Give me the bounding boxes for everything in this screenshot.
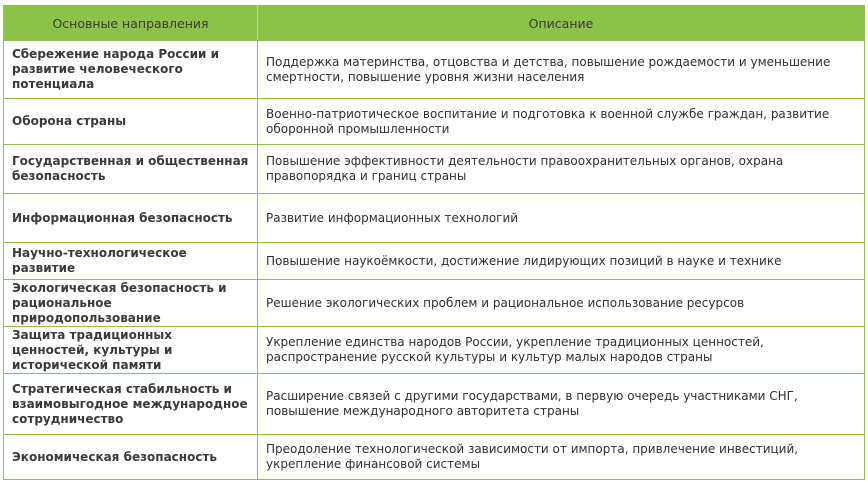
direction-cell: Сбережение народа России и развитие человеческого потенциала	[4, 41, 258, 99]
direction-cell: Информационная безопасность	[4, 194, 258, 243]
description-cell: Укрепление единства народов России, укрепление традиционных ценностей, распространение русской культуры и культур малых народов страны	[258, 327, 865, 374]
table-row	[4, 243, 865, 280]
directions-table	[3, 5, 865, 480]
direction-cell: Оборона страны	[4, 99, 258, 145]
table-row	[4, 435, 865, 480]
description-cell: Военно-патриотическое воспитание и подготовка к военной службе граждан, развитие оборонной промышленности	[258, 99, 865, 145]
table-row	[4, 327, 865, 374]
direction-cell: Экологическая безопасность и рациональное природопользование	[4, 280, 258, 327]
description-cell: Повышение наукоёмкости, достижение лидирующих позиций в науке и технике	[258, 243, 865, 280]
description-cell: Развитие информационных технологий	[258, 194, 865, 243]
table-row	[4, 374, 865, 435]
description-cell: Расширение связей с другими государствами, в первую очередь участниками СНГ, повышение международного авторитета страны	[258, 374, 865, 435]
header-directions: Основные направления	[4, 6, 258, 41]
table-row	[4, 145, 865, 194]
table-header-row	[4, 6, 865, 41]
direction-cell: Экономическая безопасность	[4, 435, 258, 480]
table-row	[4, 194, 865, 243]
table-row	[4, 41, 865, 99]
direction-cell: Стратегическая стабильность и взаимовыгодное международное сотрудничество	[4, 374, 258, 435]
table-row	[4, 280, 865, 327]
description-cell: Преодоление технологической зависимости от импорта, привлечение инвестиций, укрепление финансовой системы	[258, 435, 865, 480]
header-description: Описание	[258, 6, 865, 41]
description-cell: Поддержка материнства, отцовства и детства, повышение рождаемости и уменьшение смертности, повышение уровня жизни населения	[258, 41, 865, 99]
table-row	[4, 99, 865, 145]
direction-cell: Государственная и общественная безопасность	[4, 145, 258, 194]
direction-cell: Научно-технологическое развитие	[4, 243, 258, 280]
direction-cell: Защита традиционных ценностей, культуры и исторической памяти	[4, 327, 258, 374]
directions-table-container	[3, 5, 864, 480]
description-cell: Решение экологических проблем и рациональное использование ресурсов	[258, 280, 865, 327]
description-cell: Повышение эффективности деятельности правоохранительных органов, охрана правопорядка и границ страны	[258, 145, 865, 194]
